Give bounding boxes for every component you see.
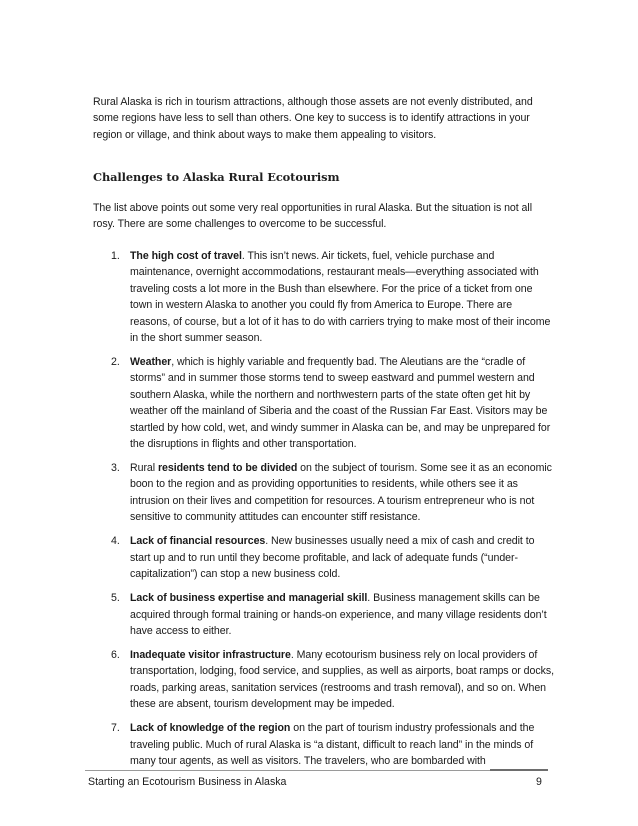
list-item-title: The high cost of travel — [130, 250, 242, 262]
list-item-number: 4. — [111, 535, 120, 548]
list-item-text: . Business management skills can be acquired through formal training or hands-on experience, and many village residents don’t have access to either. — [130, 592, 547, 637]
intro-paragraph: Rural Alaska is rich in tourism attractions, although those assets are not evenly distributed, and some regions have less to sell than others. One key to success is to identify attractions in your region or village, and think about ways to make them appealing to visitors. — [93, 96, 533, 141]
list-item-text: . This isn’t news. Air tickets, fuel, vehicle purchase and maintenance, overnight accommodations, restaurant meals—everything associated with traveling costs a lot more in the Bush than elsewhere. For the price of a ticket from one town in western Alaska to another you could fly from America to Europe. There are reasons, of course, but a lot of it has to do with carriers trying to make most of their income in the short summer season. — [130, 250, 551, 345]
list-item-number: 5. — [111, 592, 120, 605]
list-item — [93, 533, 555, 582]
list-item — [93, 590, 555, 639]
list-item — [93, 460, 555, 526]
list-item — [93, 354, 555, 452]
list-item-number: 6. — [111, 648, 120, 661]
footer-page-number: 9 — [536, 776, 542, 788]
list-item-lead: Rural — [130, 462, 158, 475]
list-item-text: . New businesses usually need a mix of cash and credit to start up and to run until they become profitable, and lack of adequate funds (“under-capitalization”) can stop a new business cold. — [130, 535, 535, 581]
footer-rule-accent — [490, 769, 548, 771]
list-item-number: 3. — [111, 462, 120, 475]
list-item-number: 7. — [111, 722, 120, 735]
list-item-title: Weather — [130, 356, 172, 369]
list-item-title: Lack of financial resources — [130, 535, 266, 548]
list-item-text: , which is highly variable and frequently bad. The Aleutians are the “cradle of storms” and in summer those storms tend to sweep eastward and pummel western and southern Alaska, while the northern and northwestern parts of the state often get hit by weather off the mainland of Siberia and the coast of the Russian Far East. Visitors may be startled by how cold, wet, and windy summer in Alaska can be, and may be unprepared for the disruptions in flights and other transportation. — [130, 356, 551, 451]
list-item-title: Inadequate visitor infrastructure — [130, 648, 291, 661]
list-item — [93, 647, 555, 713]
list-item-number: 1. — [111, 250, 120, 262]
list-item-title: Lack of knowledge of the region — [130, 722, 291, 735]
list-item-text: on the part of tourism industry professionals and the traveling public. Much of rural Alaska is “a distant, difficult to reach land” in the minds of many tour agents, as well as visitors. The travelers, who are bombarded with — [130, 722, 535, 767]
list-item-text: on the subject of tourism. Some see it as an economic boon to the region and as providing opportunities to residents, while others see it as intrusion on their lives and competition for resources. A tourism entrepreneur who is not sensitive to community attitudes can encounter stiff resistance. — [130, 462, 552, 524]
lead-paragraph: The list above points out some very real opportunities in rural Alaska. But the situation is not all rosy. There are some challenges to overcome to be successful. — [93, 202, 532, 231]
list-item-title: residents tend to be divided — [157, 462, 298, 475]
list-item — [93, 248, 555, 346]
list-item-text: . Many ecotourism business rely on local providers of transportation, lodging, food service, and supplies, as well as airports, boat ramps or docks, roads, parking areas, sanitation services (restrooms and trash removal), and so on. When these are absent, tourism development may be impeded. — [130, 648, 554, 711]
section-heading: Challenges to Alaska Rural Ecotourism — [93, 170, 340, 184]
challenges-list — [93, 248, 555, 777]
footer-document-title: Starting an Ecotourism Business in Alaska — [88, 776, 287, 788]
footer-rule — [85, 770, 548, 771]
list-item — [93, 720, 555, 769]
list-item-number: 2. — [111, 356, 120, 369]
list-item-title: Lack of business expertise and managerial skill — [130, 592, 368, 605]
